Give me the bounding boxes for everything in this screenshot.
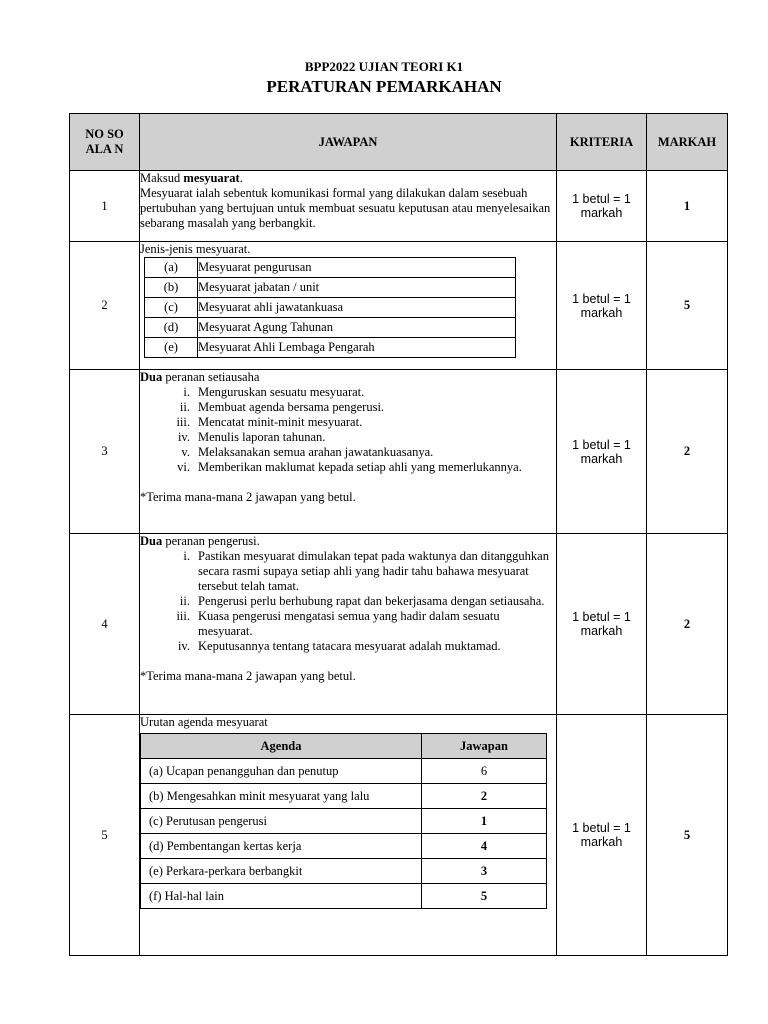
q5-agenda-table	[140, 733, 547, 909]
q2-answer	[140, 242, 557, 370]
header-jawapan: JAWAPAN	[140, 114, 557, 171]
q5-agenda-row	[141, 784, 547, 809]
q5-agenda-item: (a) Ucapan penangguhan dan penutup	[141, 759, 422, 784]
q2-type-text: Mesyuarat pengurusan	[198, 258, 516, 278]
q4-kriteria: 1 betul = 1 markah	[557, 534, 647, 715]
document-subtitle: BPP2022 UJIAN TEORI K1	[304, 59, 464, 74]
q2-type-label: (b)	[145, 278, 198, 298]
q3-list	[140, 385, 556, 475]
table-row-q3	[70, 370, 728, 534]
q4-item-number: i.	[183, 549, 190, 563]
q4-item-number: ii.	[179, 594, 190, 608]
q3-list-item	[140, 400, 556, 415]
q2-type-label: (d)	[145, 318, 198, 338]
header-no-soalan: NO SOALA N	[70, 114, 140, 171]
q5-kriteria: 1 betul = 1 markah	[557, 715, 647, 956]
q5-agenda-row	[141, 884, 547, 909]
q3-answer	[140, 370, 557, 534]
q2-markah: 5	[647, 242, 728, 370]
q4-list-item	[140, 594, 556, 609]
q5-agenda-item: (d) Pembentangan kertas kerja	[141, 834, 422, 859]
q3-item-number: iv.	[177, 430, 190, 444]
q4-item-text: Pastikan mesyuarat dimulakan tepat pada waktunya dan ditangguhkan secara rasmi supaya setiap ahli yang hadir tahu bahawa mesyuarat tersebut telah tamat.	[198, 549, 549, 593]
q1-text: Mesyuarat ialah sebentuk komunikasi formal yang dilakukan dalam sesebuah pertubuhan yang bertujuan untuk membuat sesuatu keputusan atau menyelesaikan sebarang masalah yang berbangkit.	[140, 186, 551, 230]
document-title: PERATURAN PEMARKAHAN	[266, 77, 502, 96]
q4-title: Dua peranan pengerusi.	[140, 534, 260, 548]
q3-item-number: vi.	[177, 460, 190, 474]
q3-list-item	[140, 445, 556, 460]
q2-type-row	[145, 278, 516, 298]
table-row-q2	[70, 242, 728, 370]
header-markah: MARKAH	[647, 114, 728, 171]
q2-type-label: (e)	[145, 338, 198, 358]
marking-scheme-table	[69, 113, 728, 956]
q5-agenda-answer: 3	[422, 859, 547, 884]
q1-number: 1	[70, 171, 140, 242]
q5-markah: 5	[647, 715, 728, 956]
q5-agenda-row	[141, 759, 547, 784]
q5-agenda-answer: 2	[422, 784, 547, 809]
q3-item-number: iii.	[176, 415, 190, 429]
q3-list-item	[140, 460, 556, 475]
q4-answer	[140, 534, 557, 715]
q3-item-text: Menguruskan sesuatu mesyuarat.	[198, 385, 365, 399]
table-row-q4	[70, 534, 728, 715]
q5-agenda-item: (c) Perutusan pengerusi	[141, 809, 422, 834]
q2-type-row	[145, 338, 516, 358]
table-row-q1	[70, 171, 728, 242]
q3-title: Dua peranan setiausaha	[140, 370, 260, 384]
q5-agenda-row	[141, 809, 547, 834]
q4-note: *Terima mana-mana 2 jawapan yang betul.	[140, 669, 356, 683]
q5-title: Urutan agenda mesyuarat	[140, 715, 268, 729]
q4-item-number: iv.	[177, 639, 190, 653]
q3-item-text: Memberikan maklumat kepada setiap ahli yang memerlukannya.	[198, 460, 522, 474]
q4-list	[140, 549, 556, 654]
q5-agenda-col: Agenda	[141, 734, 422, 759]
q5-agenda-answer: 6	[422, 759, 547, 784]
q5-agenda-row	[141, 834, 547, 859]
q3-item-text: Melaksanakan semua arahan jawatankuasanya.	[198, 445, 434, 459]
q5-agenda-answer: 4	[422, 834, 547, 859]
q3-item-text: Menulis laporan tahunan.	[198, 430, 326, 444]
q5-agenda-item: (b) Mengesahkan minit mesyuarat yang lalu	[141, 784, 422, 809]
q2-type-text: Mesyuarat ahli jawatankuasa	[198, 298, 516, 318]
q5-agenda-answer: 5	[422, 884, 547, 909]
q5-agenda-answer: 1	[422, 809, 547, 834]
table-header-row	[70, 114, 728, 171]
q3-markah: 2	[647, 370, 728, 534]
q2-type-row	[145, 298, 516, 318]
q5-agenda-header	[141, 734, 547, 759]
header-kriteria: KRITERIA	[557, 114, 647, 171]
q5-jawapan-col: Jawapan	[422, 734, 547, 759]
q2-title: Jenis-jenis mesyuarat.	[140, 242, 251, 256]
q5-agenda-row	[141, 859, 547, 884]
q2-type-row	[145, 318, 516, 338]
table-row-q5	[70, 715, 728, 956]
q4-list-item	[140, 549, 556, 594]
q2-type-row	[145, 258, 516, 278]
q3-item-number: i.	[183, 385, 190, 399]
q2-kriteria: 1 betul = 1 markah	[557, 242, 647, 370]
q4-item-text: Pengerusi perlu berhubung rapat dan bekerjasama dengan setiausaha.	[198, 594, 545, 608]
q2-type-text: Mesyuarat Agung Tahunan	[198, 318, 516, 338]
q1-title: Maksud mesyuarat.	[140, 171, 243, 185]
q4-list-item	[140, 639, 556, 654]
q5-agenda-item: (e) Perkara-perkara berbangkit	[141, 859, 422, 884]
q3-list-item	[140, 415, 556, 430]
q4-markah: 2	[647, 534, 728, 715]
q4-item-text: Keputusannya tentang tatacara mesyuarat adalah muktamad.	[198, 639, 501, 653]
q2-type-label: (c)	[145, 298, 198, 318]
q4-item-text: Kuasa pengerusi mengatasi semua yang hadir dalam sesuatu mesyuarat.	[198, 609, 500, 638]
q4-list-item	[140, 609, 556, 639]
q3-item-text: Mencatat minit-minit mesyuarat.	[198, 415, 363, 429]
q2-type-text: Mesyuarat Ahli Lembaga Pengarah	[198, 338, 516, 358]
q3-note: *Terima mana-mana 2 jawapan yang betul.	[140, 490, 356, 504]
q3-list-item	[140, 385, 556, 400]
q2-number: 2	[70, 242, 140, 370]
q4-item-number: iii.	[176, 609, 190, 623]
q3-item-text: Membuat agenda bersama pengerusi.	[198, 400, 385, 414]
q5-number: 5	[70, 715, 140, 956]
q2-type-text: Mesyuarat jabatan / unit	[198, 278, 516, 298]
q3-list-item	[140, 430, 556, 445]
q1-markah: 1	[647, 171, 728, 242]
q1-kriteria: 1 betul = 1 markah	[557, 171, 647, 242]
q1-answer	[140, 171, 557, 242]
q3-item-number: v.	[181, 445, 190, 459]
q3-item-number: ii.	[179, 400, 190, 414]
q2-types-table	[144, 257, 516, 358]
q5-agenda-item: (f) Hal-hal lain	[141, 884, 422, 909]
q3-number: 3	[70, 370, 140, 534]
q3-kriteria: 1 betul = 1 markah	[557, 370, 647, 534]
q5-answer	[140, 715, 557, 956]
q4-number: 4	[70, 534, 140, 715]
q2-type-label: (a)	[145, 258, 198, 278]
